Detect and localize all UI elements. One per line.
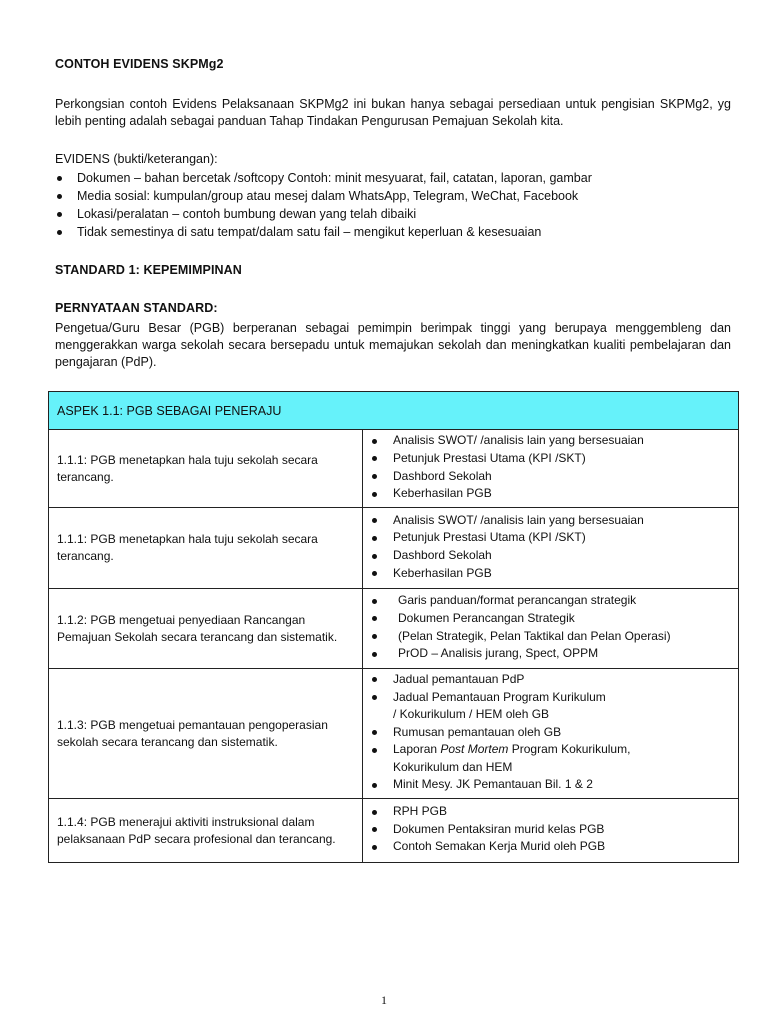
list-item: Analisis SWOT/ /analisis lain yang bersesuaian (363, 432, 738, 450)
table-row (49, 508, 739, 589)
standard-title: STANDARD 1: KEPEMIMPINAN (55, 263, 242, 277)
list-item: Analisis SWOT/ /analisis lain yang bersesuaian (363, 512, 738, 530)
pernyataan-title: PERNYATAAN STANDARD: (55, 301, 218, 315)
table-header-row (49, 392, 739, 430)
list-item: Dashbord Sekolah (363, 547, 738, 565)
bullet-icon (372, 845, 377, 850)
list-item: Rumusan pemantauan oleh GB (363, 724, 738, 742)
criteria-cell: 1.1.4: PGB menerajui aktiviti instruksional dalam pelaksanaan PdP secara profesional dan terancang. (49, 799, 363, 863)
intro-paragraph: Perkongsian contoh Evidens Pelaksanaan SKPMg2 ini bukan hanya sebagai persediaan untuk pengisian SKPMg2, yg lebih penting adalah sebagai panduan Tahap Tindakan Pengurusan Pemajuan Sekolah kita. (55, 97, 731, 128)
bullet-icon (372, 783, 377, 788)
list-item: Minit Mesy. JK Pemantauan Bil. 1 & 2 (363, 776, 738, 794)
list-item: Dokumen Perancangan Strategik (363, 610, 738, 628)
evidence-cell (363, 589, 739, 669)
bullet-icon (372, 634, 377, 639)
evidence-cell (363, 669, 739, 799)
list-item: Keberhasilan PGB (363, 485, 738, 503)
bullet-icon (57, 212, 62, 217)
bullet-icon (372, 439, 377, 444)
list-item: Keberhasilan PGB (363, 565, 738, 583)
table-row (49, 589, 739, 669)
bullet-icon (372, 599, 377, 604)
list-item: Jadual pemantauan PdP (363, 671, 738, 689)
list-item: Dashbord Sekolah (363, 468, 738, 486)
evidens-item: Media sosial: kumpulan/group atau mesej dalam WhatsApp, Telegram, WeChat, Facebook (55, 187, 592, 205)
bullet-icon (372, 474, 377, 479)
bullet-icon (57, 230, 62, 235)
bullet-icon (372, 827, 377, 832)
aspek-header: ASPEK 1.1: PGB SEBAGAI PENERAJU (49, 392, 739, 430)
page-number: 1 (381, 993, 387, 1007)
list-item: RPH PGB (363, 803, 738, 821)
bullet-icon (372, 554, 377, 559)
evidens-item: Tidak semestinya di satu tempat/dalam satu fail – mengikut keperluan & kesesuaian (55, 223, 592, 241)
criteria-cell: 1.1.1: PGB menetapkan hala tuju sekolah secara terancang. (49, 508, 363, 589)
evidens-item: Lokasi/peralatan – contoh bumbung dewan yang telah dibaiki (55, 205, 592, 223)
pernyataan-paragraph: Pengetua/Guru Besar (PGB) berperanan sebagai pemimpin berimpak tinggi yang berupaya menggembleng dan menggerakkan warga sekolah secara bersepadu untuk memajukan sekolah dan meningkatkan kualiti pembelajaran dan pengajaran (PdP). (55, 321, 731, 369)
bullet-icon (372, 616, 377, 621)
list-item: Petunjuk Prestasi Utama (KPI /SKT) (363, 529, 738, 547)
table-row (49, 799, 739, 863)
list-item: Dokumen Pentaksiran murid kelas PGB (363, 821, 738, 839)
evidens-label: EVIDENS (bukti/keterangan): (55, 152, 218, 166)
list-item: Jadual Pemantauan Program Kurikulum / Kokurikulum / HEM oleh GB (363, 689, 738, 724)
list-item: Garis panduan/format perancangan strategik (363, 592, 738, 610)
evidence-cell (363, 430, 739, 508)
list-item: PrOD – Analisis jurang, Spect, OPPM (363, 645, 738, 663)
list-item: Laporan Post Mortem Program Kokurikulum, Kokurikulum dan HEM (363, 741, 738, 776)
evidens-item: Dokumen – bahan bercetak /softcopy Contoh: minit mesyuarat, fail, catatan, laporan, gambar (55, 169, 592, 187)
bullet-icon (372, 748, 377, 753)
criteria-cell: 1.1.1: PGB menetapkan hala tuju sekolah secara terancang. (49, 430, 363, 508)
bullet-icon (372, 810, 377, 815)
bullet-icon (372, 518, 377, 523)
criteria-cell: 1.1.3: PGB mengetuai pemantauan pengoperasian sekolah secara terancang dan sistematik. (49, 669, 363, 799)
list-item: Petunjuk Prestasi Utama (KPI /SKT) (363, 450, 738, 468)
aspek-table (48, 391, 739, 863)
evidence-cell (363, 799, 739, 863)
bullet-icon (57, 194, 62, 199)
bullet-icon (57, 176, 62, 181)
bullet-icon (372, 456, 377, 461)
bullet-icon (372, 571, 377, 576)
document-title: CONTOH EVIDENS SKPMg2 (55, 57, 224, 71)
bullet-icon (372, 677, 377, 682)
list-item: (Pelan Strategik, Pelan Taktikal dan Pelan Operasi) (363, 628, 738, 646)
bullet-icon (372, 492, 377, 497)
bullet-icon (372, 536, 377, 541)
bullet-icon (372, 730, 377, 735)
bullet-icon (372, 695, 377, 700)
list-item: Contoh Semakan Kerja Murid oleh PGB (363, 838, 738, 856)
criteria-cell: 1.1.2: PGB mengetuai penyediaan Rancangan Pemajuan Sekolah secara terancang dan sistematik. (49, 589, 363, 669)
table-row (49, 430, 739, 508)
evidence-cell (363, 508, 739, 589)
evidens-list (55, 169, 592, 241)
bullet-icon (372, 652, 377, 657)
table-row (49, 669, 739, 799)
